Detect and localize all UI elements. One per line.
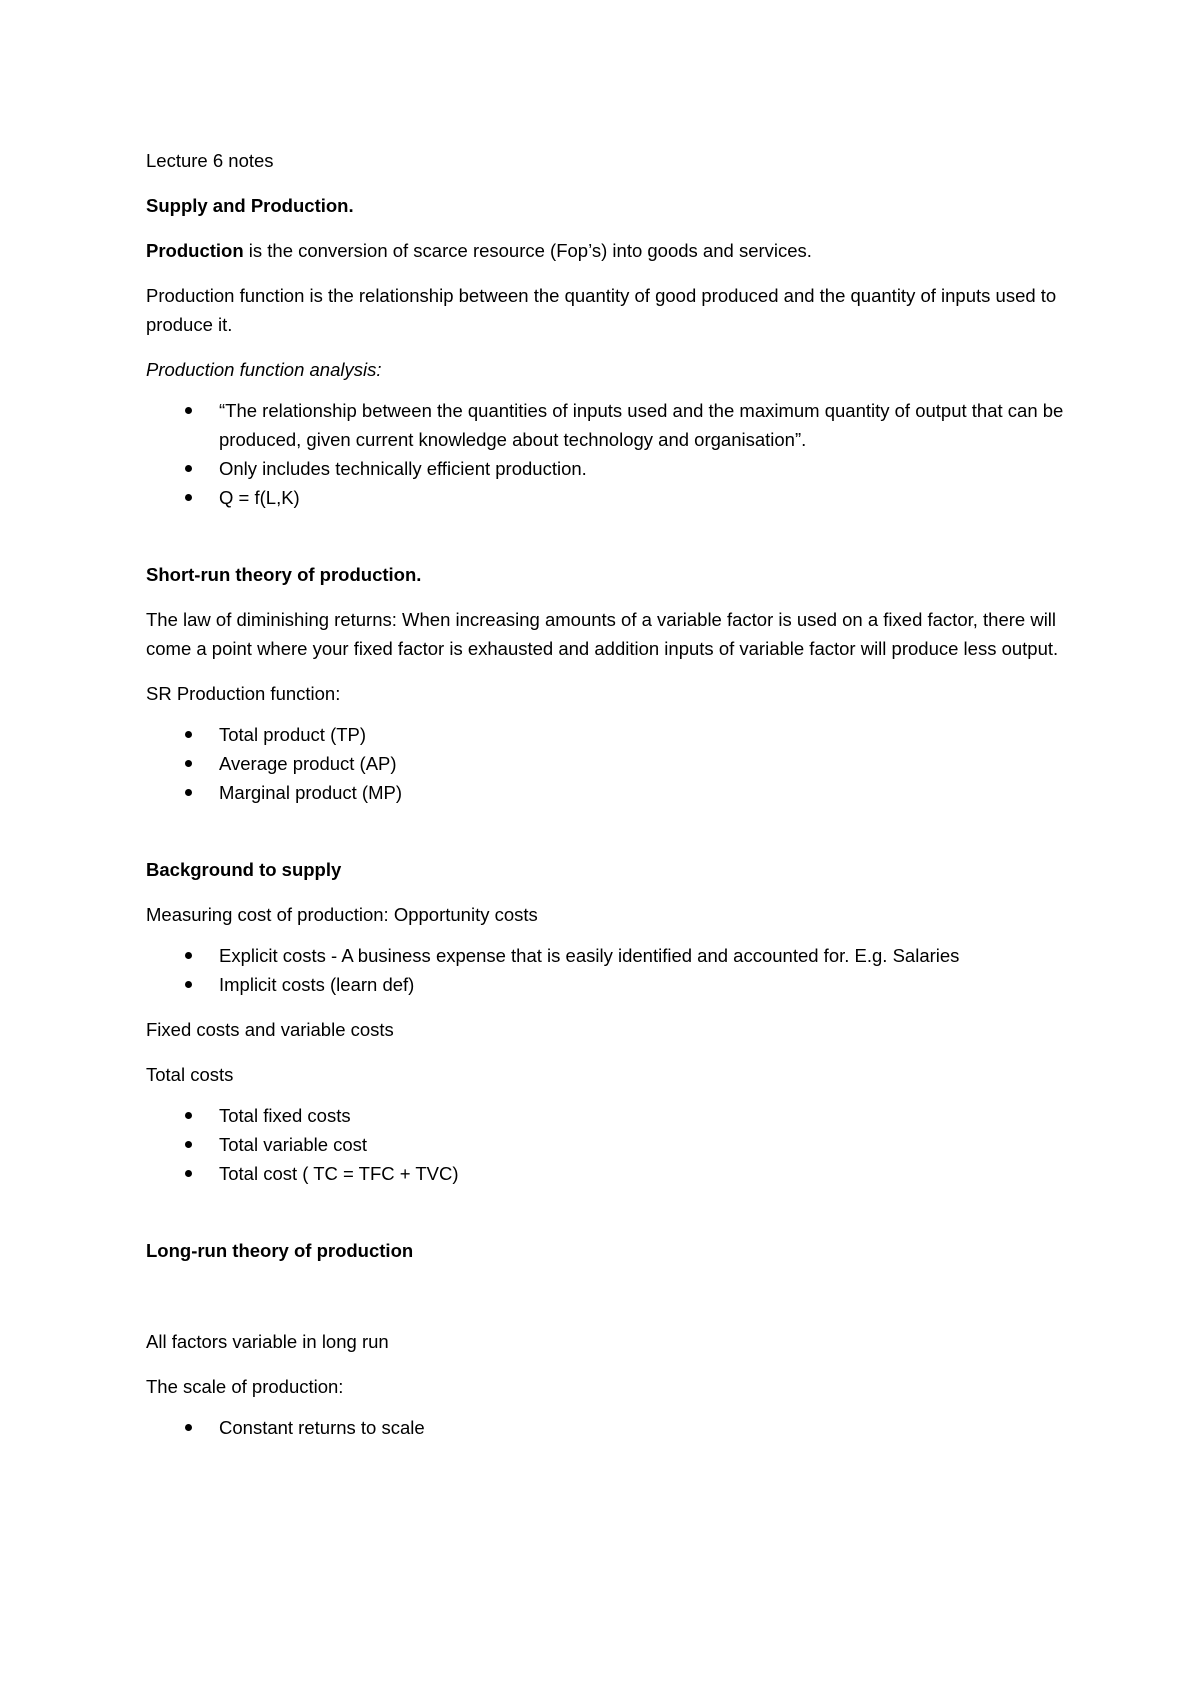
bullet-icon (185, 465, 192, 472)
sr-pf-list (146, 720, 1066, 807)
list-item-text: Only includes technically efficient production. (219, 458, 587, 479)
scale-label: The scale of production: (146, 1376, 344, 1397)
list-item (146, 454, 1066, 483)
list-item (146, 1413, 1066, 1442)
sr-pf-label: SR Production function: (146, 683, 341, 704)
bullet-icon (185, 981, 192, 988)
production-definition-text: is the conversion of scarce resource (Fop’s) into goods and services. (243, 240, 812, 261)
bullet-icon (185, 1141, 192, 1148)
list-item-text: Average product (AP) (219, 753, 397, 774)
heading-background-supply: Background to supply (146, 859, 342, 880)
heading-supply-production: Supply and Production. (146, 195, 354, 216)
list-item-text: “The relationship between the quantities of inputs used and the maximum quantity of output that can be produced, given current knowledge about technology and organisation”. (219, 400, 1064, 450)
list-item-text: Implicit costs (learn def) (219, 974, 415, 995)
list-item (146, 941, 1066, 970)
bullet-icon (185, 1170, 192, 1177)
list-item (146, 970, 1066, 999)
pf-analysis-label: Production function analysis: (146, 359, 382, 380)
measuring-cost-text: Measuring cost of production: Opportunity costs (146, 904, 538, 925)
list-item-text: Total product (TP) (219, 724, 367, 745)
bullet-icon (185, 407, 192, 414)
list-item (146, 1101, 1066, 1130)
production-definition (146, 236, 1066, 265)
diminishing-returns-text: The law of diminishing returns: When increasing amounts of a variable factor is used on a fixed factor, there will come a point where your fixed factor is exhausted and addition inputs of variable factor will produce less output. (146, 609, 1059, 659)
scale-list (146, 1413, 1066, 1442)
production-term: Production (146, 240, 244, 261)
document-body (146, 146, 1066, 1458)
list-item (146, 720, 1066, 749)
all-factors-variable-text: All factors variable in long run (146, 1331, 389, 1352)
list-item-text: Explicit costs - A business expense that is easily identified and accounted for. E.g. Salaries (219, 945, 960, 966)
list-item-text: Marginal product (MP) (219, 782, 403, 803)
list-item (146, 749, 1066, 778)
bullet-icon (185, 494, 192, 501)
bullet-icon (185, 789, 192, 796)
list-item-text: Total fixed costs (219, 1105, 351, 1126)
total-costs-text: Total costs (146, 1064, 234, 1085)
list-item-text: Total variable cost (219, 1134, 368, 1155)
total-cost-list (146, 1101, 1066, 1188)
list-item (146, 778, 1066, 807)
list-item (146, 396, 1066, 454)
bullet-icon (185, 952, 192, 959)
heading-long-run: Long-run theory of production (146, 1240, 414, 1261)
heading-short-run: Short-run theory of production. (146, 564, 422, 585)
bullet-icon (185, 731, 192, 738)
production-function-definition: Production function is the relationship between the quantity of good produced and the quantity of inputs used to produce it. (146, 285, 1057, 335)
list-item (146, 1159, 1066, 1188)
list-item-text: Q = f(L,K) (219, 487, 300, 508)
list-item (146, 1130, 1066, 1159)
bullet-icon (185, 1112, 192, 1119)
list-item-text: Constant returns to scale (219, 1417, 425, 1438)
pf-analysis-list (146, 396, 1066, 512)
document-title: Lecture 6 notes (146, 150, 274, 171)
fixed-variable-costs-text: Fixed costs and variable costs (146, 1019, 394, 1040)
bullet-icon (185, 1424, 192, 1431)
cost-list (146, 941, 1066, 999)
bullet-icon (185, 760, 192, 767)
list-item-text: Total cost ( TC = TFC + TVC) (219, 1163, 459, 1184)
list-item (146, 483, 1066, 512)
